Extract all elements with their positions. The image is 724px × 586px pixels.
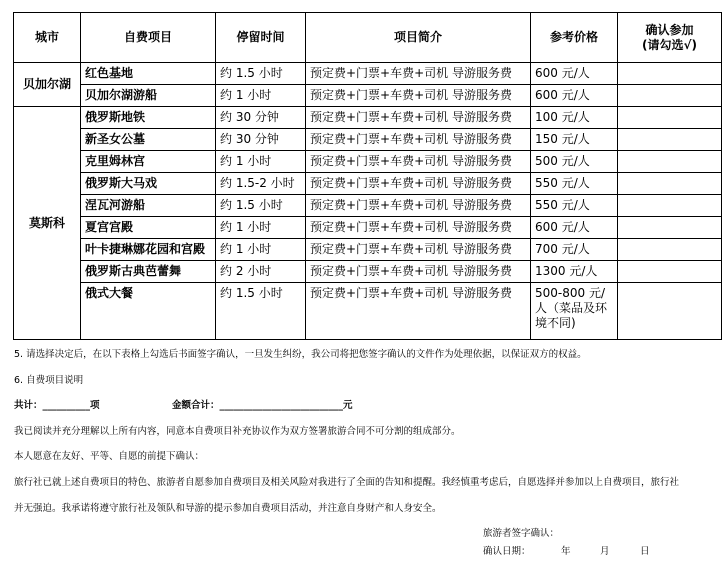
table-row bbox=[14, 173, 722, 195]
intro-cell: 预定费+门票+车费+司机 导游服务费 bbox=[306, 173, 531, 195]
intro-cell: 预定费+门票+车费+司机 导游服务费 bbox=[306, 195, 531, 217]
price-cell: 600 元/人 bbox=[531, 217, 618, 239]
table-row bbox=[14, 217, 722, 239]
self-pay-items-table bbox=[13, 12, 722, 340]
intro-cell: 预定费+门票+车费+司机 导游服务费 bbox=[306, 261, 531, 283]
duration-cell: 约 1.5 小时 bbox=[216, 63, 306, 85]
confirm-checkbox-cell[interactable] bbox=[618, 129, 722, 151]
header-confirm-line2: (请勾选√) bbox=[642, 37, 697, 52]
header-item: 自费项目 bbox=[81, 13, 216, 63]
item-cell: 红色基地 bbox=[81, 63, 216, 85]
price-cell: 600 元/人 bbox=[531, 63, 618, 85]
confirm-checkbox-cell[interactable] bbox=[618, 85, 722, 107]
confirm-checkbox-cell[interactable] bbox=[618, 239, 722, 261]
duration-cell: 约 1 小时 bbox=[216, 151, 306, 173]
agreement-statement: 我已阅读并充分理解以上所有内容，同意本自费项目补充协议作为双方签署旅游合同不可分割的组成部分。 bbox=[14, 426, 461, 437]
item-cell: 俄罗斯地铁 bbox=[81, 107, 216, 129]
duration-cell: 约 1 小时 bbox=[216, 239, 306, 261]
header-price: 参考价格 bbox=[531, 13, 618, 63]
header-confirm bbox=[618, 13, 722, 63]
note-6: 6. 自费项目说明 bbox=[14, 375, 84, 386]
date-year: 年 bbox=[561, 546, 571, 557]
table-row bbox=[14, 195, 722, 217]
date-month: 月 bbox=[600, 546, 610, 557]
item-cell: 俄罗斯大马戏 bbox=[81, 173, 216, 195]
signature-label[interactable]: 旅游者签字确认： bbox=[483, 528, 560, 539]
price-line: 人（菜品及环 bbox=[535, 301, 608, 315]
duration-cell: 约 30 分钟 bbox=[216, 107, 306, 129]
total-count-field[interactable]: 共计：__________项 bbox=[14, 400, 100, 411]
duration-cell: 约 1 小时 bbox=[216, 85, 306, 107]
price-line: 500-800 元/ bbox=[535, 286, 605, 300]
confirm-checkbox-cell[interactable] bbox=[618, 195, 722, 217]
confirm-checkbox-cell[interactable] bbox=[618, 283, 722, 340]
table-row bbox=[14, 151, 722, 173]
header-intro: 项目简介 bbox=[306, 13, 531, 63]
duration-cell: 约 2 小时 bbox=[216, 261, 306, 283]
date-day: 日 bbox=[640, 546, 650, 557]
confirm-checkbox-cell[interactable] bbox=[618, 217, 722, 239]
duration-cell: 约 1.5 小时 bbox=[216, 195, 306, 217]
intro-cell: 预定费+门票+车费+司机 导游服务费 bbox=[306, 129, 531, 151]
duration-cell: 约 30 分钟 bbox=[216, 129, 306, 151]
confirm-checkbox-cell[interactable] bbox=[618, 151, 722, 173]
city-cell-moscow: 莫斯科 bbox=[14, 107, 81, 340]
item-cell: 俄式大餐 bbox=[81, 283, 216, 340]
intro-cell: 预定费+门票+车费+司机 导游服务费 bbox=[306, 63, 531, 85]
note-5: 5. 请选择决定后，在以下表格上勾选后书面签字确认，一旦发生纠纷，我公司将把您签字确认的文件作为处理依据，以保证双方的权益。 bbox=[14, 349, 587, 360]
confirm-checkbox-cell[interactable] bbox=[618, 63, 722, 85]
item-cell: 涅瓦河游船 bbox=[81, 195, 216, 217]
duration-cell: 约 1 小时 bbox=[216, 217, 306, 239]
table-row bbox=[14, 261, 722, 283]
header-row bbox=[14, 13, 722, 63]
duration-cell: 约 1.5-2 小时 bbox=[216, 173, 306, 195]
intro-cell: 预定费+门票+车费+司机 导游服务费 bbox=[306, 239, 531, 261]
item-cell: 俄罗斯古典芭蕾舞 bbox=[81, 261, 216, 283]
confirm-checkbox-cell[interactable] bbox=[618, 107, 722, 129]
price-cell: 700 元/人 bbox=[531, 239, 618, 261]
disclosure-paragraph-line1: 旅行社已就上述自费项目的特色、旅游者自愿参加自费项目及相关风险对我进行了全面的告知和提醒。我经慎重考虑后，自愿选择并参加以上自费项目，旅行社 bbox=[14, 477, 680, 488]
item-cell: 克里姆林宫 bbox=[81, 151, 216, 173]
table-row bbox=[14, 107, 722, 129]
item-cell: 新圣女公墓 bbox=[81, 129, 216, 151]
disclosure-paragraph-line2: 并无强迫。我承诺将遵守旅行社及领队和导游的提示参加自费项目活动，并注意自身财产和人身安全。 bbox=[14, 503, 442, 514]
confirm-checkbox-cell[interactable] bbox=[618, 173, 722, 195]
price-cell: 100 元/人 bbox=[531, 107, 618, 129]
price-cell: 550 元/人 bbox=[531, 173, 618, 195]
table-row bbox=[14, 283, 722, 340]
price-cell: 500 元/人 bbox=[531, 151, 618, 173]
intro-cell: 预定费+门票+车费+司机 导游服务费 bbox=[306, 151, 531, 173]
price-cell: 550 元/人 bbox=[531, 195, 618, 217]
table-row bbox=[14, 239, 722, 261]
price-cell: 150 元/人 bbox=[531, 129, 618, 151]
intro-cell: 预定费+门票+车费+司机 导游服务费 bbox=[306, 85, 531, 107]
confirm-checkbox-cell[interactable] bbox=[618, 261, 722, 283]
table-row bbox=[14, 129, 722, 151]
table-row bbox=[14, 63, 722, 85]
price-cell: 1300 元/人 bbox=[531, 261, 618, 283]
total-amount-field[interactable]: 金额合计：__________________________元 bbox=[172, 400, 353, 411]
city-cell-baikal: 贝加尔湖 bbox=[14, 63, 81, 107]
intro-cell: 预定费+门票+车费+司机 导游服务费 bbox=[306, 217, 531, 239]
price-line: 境不同) bbox=[535, 316, 576, 330]
intro-cell: 预定费+门票+车费+司机 导游服务费 bbox=[306, 107, 531, 129]
item-cell: 贝加尔湖游船 bbox=[81, 85, 216, 107]
willing-statement: 本人愿意在友好、平等、自愿的前提下确认： bbox=[14, 451, 205, 462]
price-cell: 600 元/人 bbox=[531, 85, 618, 107]
header-city: 城市 bbox=[14, 13, 81, 63]
table-row bbox=[14, 85, 722, 107]
header-duration: 停留时间 bbox=[216, 13, 306, 63]
duration-cell: 约 1.5 小时 bbox=[216, 283, 306, 340]
date-label[interactable]: 确认日期： bbox=[483, 546, 531, 557]
intro-cell: 预定费+门票+车费+司机 导游服务费 bbox=[306, 283, 531, 340]
item-cell: 叶卡捷琳娜花园和宫殿 bbox=[81, 239, 216, 261]
price-cell bbox=[531, 283, 618, 340]
item-cell: 夏宫宫殿 bbox=[81, 217, 216, 239]
header-confirm-line1: 确认参加 bbox=[645, 22, 694, 37]
